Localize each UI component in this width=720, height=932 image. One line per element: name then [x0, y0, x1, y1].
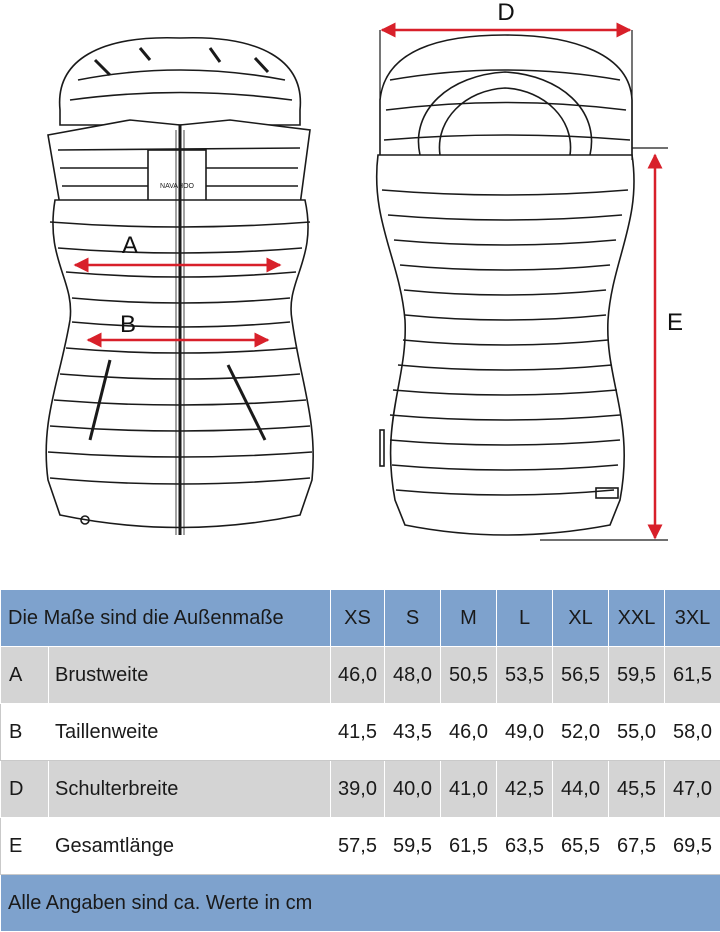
- table-row: [1, 704, 720, 761]
- label-a: A: [122, 232, 138, 259]
- cell-value: 41,5: [331, 704, 385, 761]
- cell-value: 59,5: [609, 647, 665, 704]
- table-footer-note: Alle Angaben sind ca. Werte in cm: [1, 875, 720, 932]
- cell-value: 58,0: [665, 704, 720, 761]
- table-footer-row: [1, 875, 720, 932]
- cell-value: 61,5: [441, 818, 497, 875]
- table-title: Die Maße sind die Außenmaße: [1, 590, 331, 647]
- cell-value: 46,0: [331, 647, 385, 704]
- cell-value: 41,0: [441, 761, 497, 818]
- size-l-header: L: [497, 590, 553, 647]
- cell-value: 67,5: [609, 818, 665, 875]
- size-s-header: S: [385, 590, 441, 647]
- vest-back-drawing: [377, 35, 634, 535]
- cell-value: 69,5: [665, 818, 720, 875]
- cell-value: 56,5: [553, 647, 609, 704]
- cell-value: 55,0: [609, 704, 665, 761]
- vest-front-drawing: [46, 38, 313, 535]
- row-code: A: [1, 647, 49, 704]
- table-row: [1, 761, 720, 818]
- svg-text:NAVAHOO: NAVAHOO: [160, 183, 195, 190]
- row-code: D: [1, 761, 49, 818]
- size-xl-header: XL: [553, 590, 609, 647]
- table-row: [1, 818, 720, 875]
- cell-value: 43,5: [385, 704, 441, 761]
- row-name: Taillenweite: [49, 704, 331, 761]
- cell-value: 47,0: [665, 761, 720, 818]
- row-name: Schulterbreite: [49, 761, 331, 818]
- cell-value: 63,5: [497, 818, 553, 875]
- size-3xl-header: 3XL: [665, 590, 720, 647]
- size-m-header: M: [441, 590, 497, 647]
- size-xxl-header: XXL: [609, 590, 665, 647]
- label-b: B: [120, 311, 136, 338]
- cell-value: 46,0: [441, 704, 497, 761]
- table-header-row: [1, 590, 720, 647]
- label-e: E: [667, 309, 683, 336]
- size-xs-header: XS: [331, 590, 385, 647]
- row-name: Gesamtlänge: [49, 818, 331, 875]
- cell-value: 49,0: [497, 704, 553, 761]
- cell-value: 57,5: [331, 818, 385, 875]
- cell-value: 65,5: [553, 818, 609, 875]
- row-code: E: [1, 818, 49, 875]
- cell-value: 50,5: [441, 647, 497, 704]
- cell-value: 61,5: [665, 647, 720, 704]
- row-code: B: [1, 704, 49, 761]
- cell-value: 52,0: [553, 704, 609, 761]
- cell-value: 42,5: [497, 761, 553, 818]
- cell-value: 59,5: [385, 818, 441, 875]
- table-row: [1, 647, 720, 704]
- cell-value: 44,0: [553, 761, 609, 818]
- cell-value: 53,5: [497, 647, 553, 704]
- cell-value: 39,0: [331, 761, 385, 818]
- row-name: Brustweite: [49, 647, 331, 704]
- size-table: [0, 589, 720, 931]
- cell-value: 48,0: [385, 647, 441, 704]
- cell-value: 45,5: [609, 761, 665, 818]
- cell-value: 40,0: [385, 761, 441, 818]
- label-d: D: [497, 0, 514, 26]
